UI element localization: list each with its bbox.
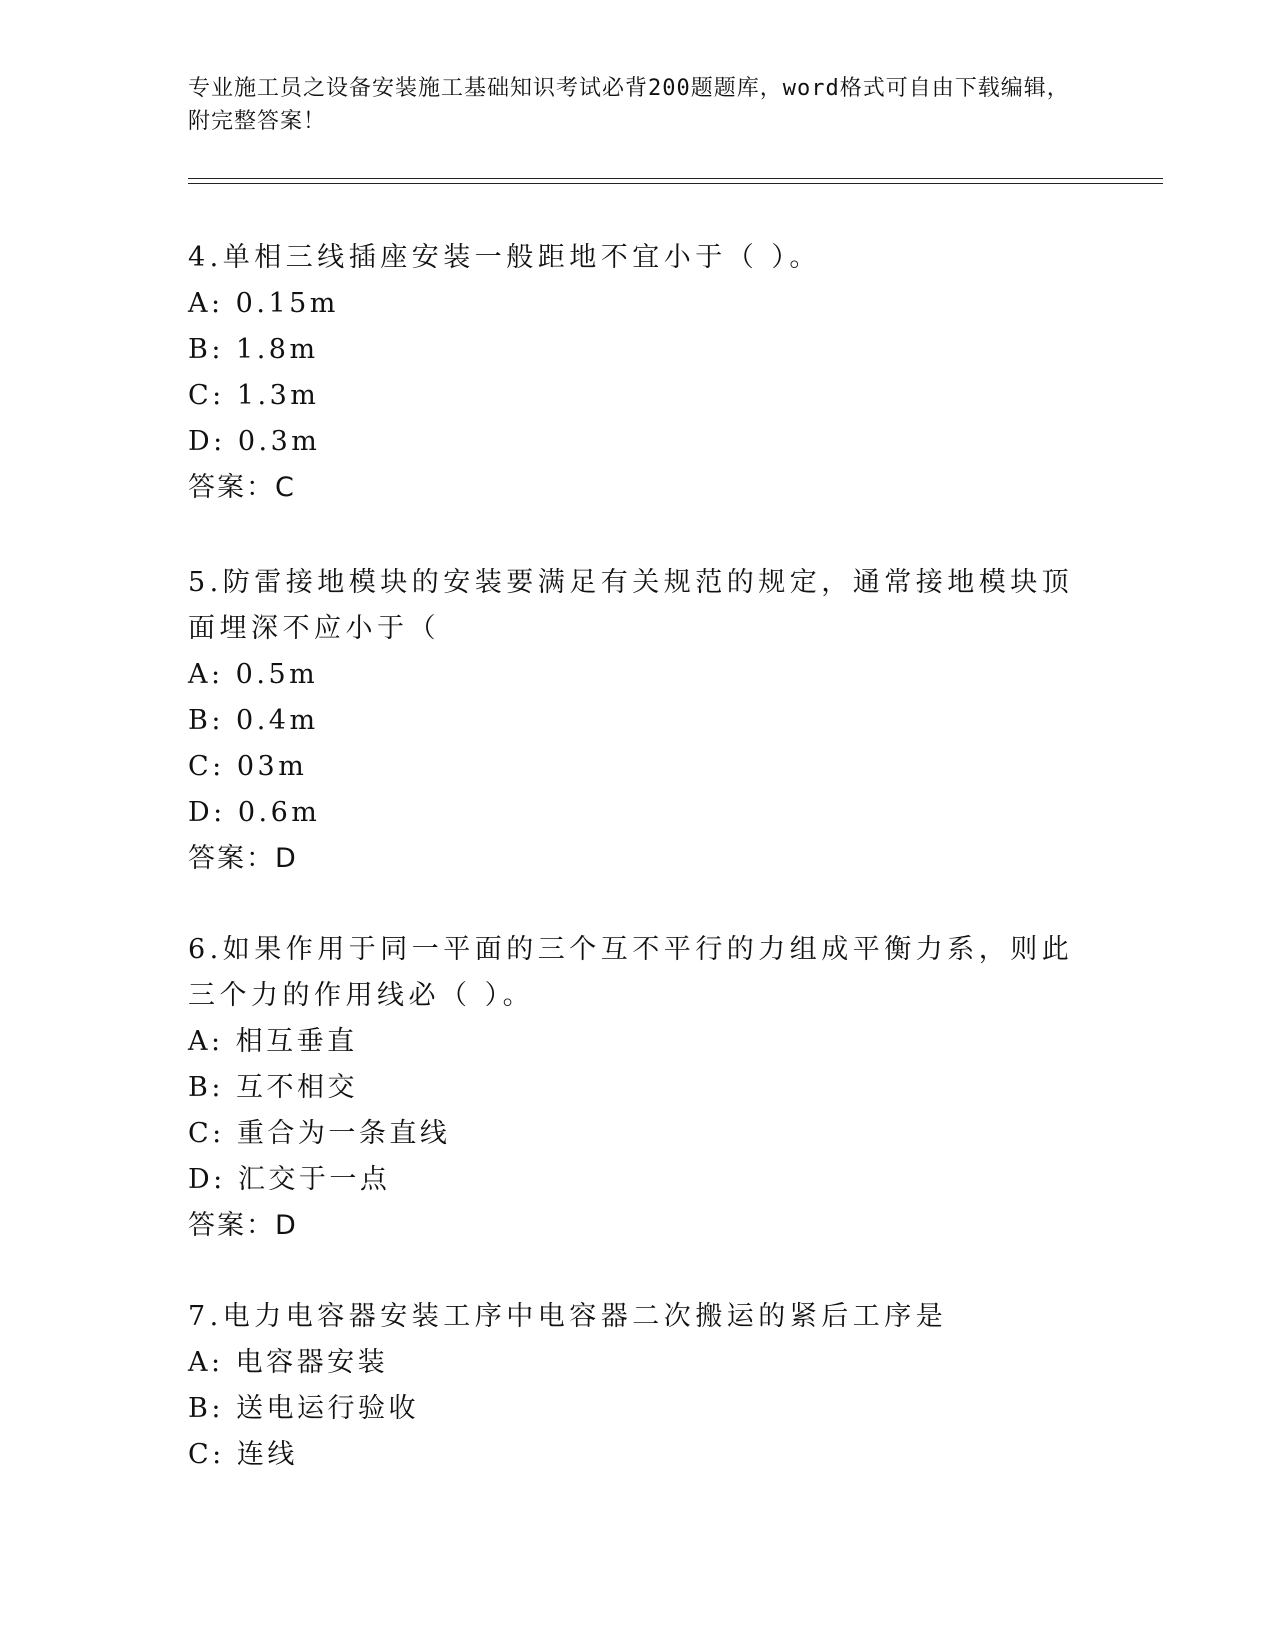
option-d: D: 0.3m	[188, 426, 321, 457]
option-b: B: 送电运行验收	[188, 1393, 420, 1424]
answer-line: 答案：D	[188, 843, 298, 874]
option-a: A: 相互垂直	[188, 1026, 358, 1057]
question-block	[188, 235, 1088, 511]
question-stem: 5.防雷接地模块的安装要满足有关规范的规定，通常接地模块顶面埋深不应小于（	[188, 567, 1074, 644]
question-stem: 6.如果作用于同一平面的三个互不平行的力组成平衡力系，则此三个力的作用线必（ ）。	[188, 934, 1074, 1011]
option-b: B: 互不相交	[188, 1072, 359, 1103]
question-block	[188, 1294, 1088, 1478]
answer-line: 答案：D	[188, 1210, 298, 1241]
option-b: B: 0.4m	[188, 705, 319, 736]
option-c: C: 03m	[188, 751, 308, 782]
question-stem: 4.单相三线插座安装一般距地不宜小于（ ）。	[188, 242, 821, 273]
option-a: A: 0.5m	[188, 659, 319, 690]
option-d: D: 汇交于一点	[188, 1164, 391, 1195]
option-a: A: 电容器安装	[188, 1347, 389, 1378]
header-divider-bottom	[188, 183, 1163, 184]
question-block	[188, 560, 1088, 882]
question-block	[188, 927, 1088, 1249]
option-d: D: 0.6m	[188, 797, 321, 828]
option-b: B: 1.8m	[188, 334, 319, 365]
header-divider-top	[188, 178, 1163, 179]
option-a: A: 0.15m	[188, 288, 339, 319]
option-c: C: 1.3m	[188, 380, 320, 411]
option-c: C: 连线	[188, 1439, 298, 1470]
answer-line: 答案：C	[188, 472, 296, 503]
question-stem: 7.电力电容器安装工序中电容器二次搬运的紧后工序是	[188, 1301, 948, 1332]
document-header: 专业施工员之设备安装施工基础知识考试必背200题题库，word格式可自由下载编辑，附完整答案！	[188, 76, 1070, 134]
option-c: C: 重合为一条直线	[188, 1118, 451, 1149]
